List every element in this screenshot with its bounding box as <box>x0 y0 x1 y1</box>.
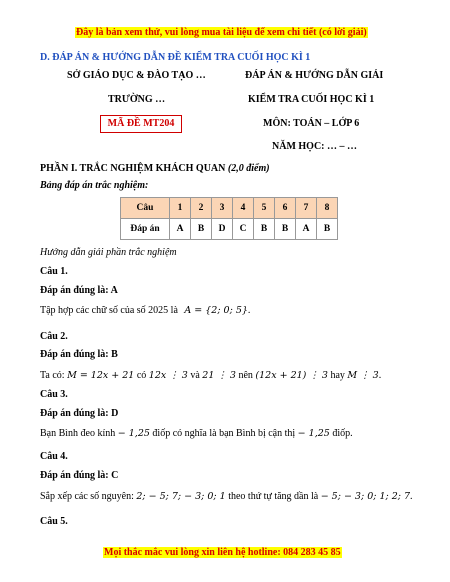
preview-banner: Đây là bản xem thử, vui lòng mua tài liệu để xem chi tiết (có lời giải) <box>76 27 367 38</box>
guide-caption: Hướng dẫn giải phần trắc nghiệm <box>40 247 177 258</box>
part1-title: PHẦN I. TRẮC NGHIỆM KHÁCH QUAN <box>40 163 226 174</box>
table-question-cell: 4 <box>233 198 254 219</box>
q2-text-1: Ta có: <box>40 370 65 381</box>
q4-text-1: Sắp xếp các số nguyên: <box>40 491 134 502</box>
header-school-year: NĂM HỌC: … – … <box>272 141 357 152</box>
q1-answer: Đáp án đúng là: A <box>40 285 118 296</box>
answer-table-question-row <box>121 198 338 219</box>
table-question-cell: 7 <box>296 198 317 219</box>
table-question-cell: 3 <box>212 198 233 219</box>
q4-math-1: 2; − 5; 7; − 3; 0; 1 <box>136 491 226 502</box>
q1-math: A = {2; 0; 5} <box>184 305 248 316</box>
q3-text-1: Bạn Bình đeo kính <box>40 428 116 439</box>
table-question-cell: 6 <box>275 198 296 219</box>
table-answer-cell: B <box>254 219 275 240</box>
hotline-banner: Mọi thắc mắc vui lòng xin liên hệ hotline: 084 283 45 85 <box>104 547 341 558</box>
table-question-cell: 5 <box>254 198 275 219</box>
q2-math-2: 12x ⋮ 3 <box>148 370 188 381</box>
header-department: SỞ GIÁO DỤC & ĐÀO TẠO … <box>67 70 206 81</box>
table-header-answer: Đáp án <box>121 219 170 240</box>
q1-explanation <box>40 305 250 316</box>
q2-math-3: 21 ⋮ 3 <box>202 370 236 381</box>
table-header-question: Câu <box>121 198 170 219</box>
q4-math-2: − 5; − 3; 0; 1; 2; 7 <box>320 491 411 502</box>
q3-answer: Đáp án đúng là: D <box>40 408 119 419</box>
q3-math-2: − 1,25 <box>297 428 330 439</box>
q3-text-3: điốp. <box>332 428 353 439</box>
table-answer-cell: A <box>170 219 191 240</box>
table-answer-cell: B <box>191 219 212 240</box>
q1-end: . <box>247 305 251 316</box>
table-answer-cell: B <box>275 219 296 240</box>
header-exam-name: KIỂM TRA CUỐI HỌC KÌ 1 <box>248 94 375 105</box>
q1-text: Tập hợp các chữ số của số 2025 là <box>40 305 178 316</box>
table-answer-cell: B <box>317 219 338 240</box>
q2-math-4: (12x + 21) ⋮ 3 <box>255 370 328 381</box>
exam-code-box: MÃ ĐỀ MT204 <box>100 115 182 133</box>
q1-label: Câu 1. <box>40 266 68 277</box>
table-answer-cell: C <box>233 219 254 240</box>
q2-answer: Đáp án đúng là: B <box>40 349 118 360</box>
q2-math-5: M ⋮ 3 <box>347 370 379 381</box>
q2-text-2: có <box>136 370 147 381</box>
q3-math-1: − 1,25 <box>117 428 150 439</box>
table-question-cell: 2 <box>191 198 212 219</box>
q5-label: Câu 5. <box>40 516 68 527</box>
header-school: TRƯỜNG … <box>108 94 166 105</box>
q2-text-4: nên <box>238 370 253 381</box>
section-title: D. ĐÁP ÁN & HƯỚNG DẪN ĐỀ KIỂM TRA CUỐI HỌC KÌ 1 <box>40 52 311 63</box>
part1-heading <box>40 163 270 174</box>
q4-end: . <box>410 491 413 502</box>
q2-end: . <box>378 370 382 381</box>
q3-label: Câu 3. <box>40 389 68 400</box>
q3-explanation <box>40 428 353 439</box>
q2-label: Câu 2. <box>40 331 68 342</box>
table-question-cell: 8 <box>317 198 338 219</box>
table-answer-cell: A <box>296 219 317 240</box>
q4-text-2: theo thứ tự tăng dần là <box>228 491 319 502</box>
part1-points: (2,0 điểm) <box>227 163 270 174</box>
table-question-cell: 1 <box>170 198 191 219</box>
q2-math-1: M = 12x + 21 <box>67 370 135 381</box>
q4-answer: Đáp án đúng là: C <box>40 470 119 481</box>
header-subject: MÔN: TOÁN – LỚP 6 <box>263 118 360 129</box>
answer-table <box>120 197 338 240</box>
q2-explanation <box>40 370 381 381</box>
q4-explanation <box>40 491 413 502</box>
answer-table-caption: Bảng đáp án trắc nghiệm: <box>40 180 149 191</box>
q2-text-5: hay <box>330 370 345 381</box>
q2-text-3: và <box>190 370 200 381</box>
answer-table-answer-row <box>121 219 338 240</box>
table-answer-cell: D <box>212 219 233 240</box>
q3-text-2: điốp có nghĩa là bạn Bình bị cận thị <box>152 428 296 439</box>
q4-label: Câu 4. <box>40 451 68 462</box>
header-answer-title: ĐÁP ÁN & HƯỚNG DẪN GIẢI <box>245 70 384 81</box>
